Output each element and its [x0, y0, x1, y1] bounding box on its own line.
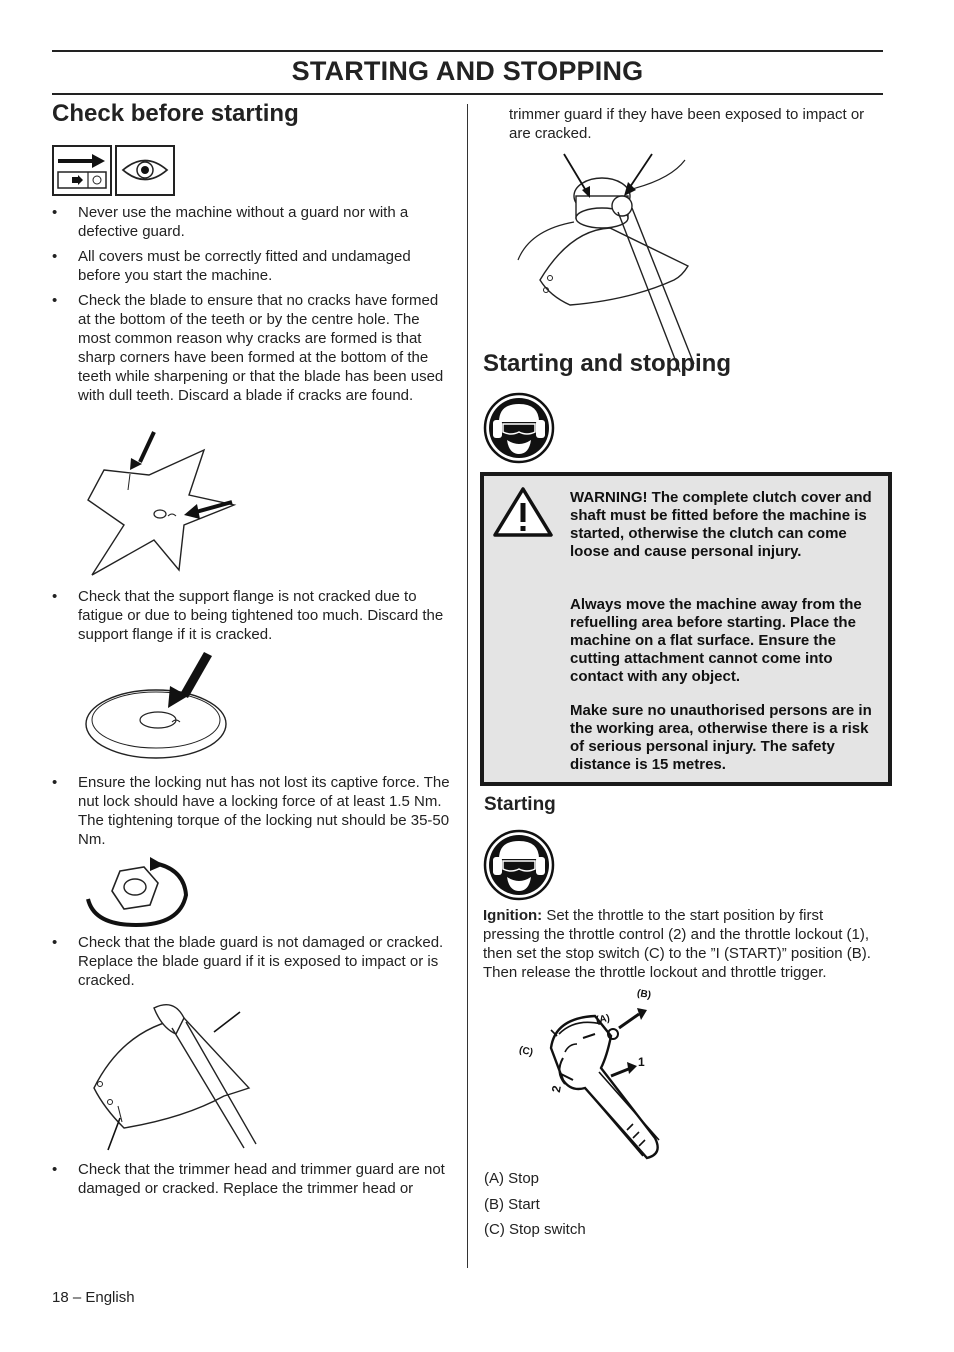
ignition-label: Ignition:	[483, 907, 543, 924]
header-rule-top	[52, 50, 883, 52]
diagram-label-b: (B)	[636, 987, 652, 1002]
diagram-label-c: (C)	[518, 1044, 534, 1059]
bullet-item: • Check that the trimmer head and trimmer guard are not damaged or cracked. Replace the trimmer head or	[52, 1161, 445, 1197]
bullet-item: • Check that the blade guard is not damaged or cracked. Replace the blade guard if it is exposed to impact or is cracked.	[52, 934, 444, 989]
blade-crack-illustration	[84, 430, 244, 580]
warning-triangle-icon	[492, 486, 554, 538]
protective-equipment-icon	[483, 829, 555, 901]
subheading-starting: Starting	[484, 794, 556, 815]
legend-stop-switch: (C) Stop switch	[484, 1221, 586, 1238]
diagram-label-2: 2	[548, 1084, 564, 1094]
header-rule-bottom	[52, 93, 883, 95]
manual-arrow-icon	[52, 145, 112, 196]
section-heading-starting-stopping: Starting and stopping	[483, 350, 731, 377]
bullet-item: • Ensure the locking nut has not lost its captive force. The nut lock should have a locking force of at least 1.5 Nm. The tightening torque of the locking nut should be 35-50 Nm.	[52, 774, 450, 848]
blade-guard-illustration	[84, 998, 264, 1153]
legend-stop: (A) Stop	[484, 1170, 540, 1187]
bullet-item: • Check that the support flange is not cracked due to fatigue or due to being tightened too much. Discard the support flange if it is cracked.	[52, 588, 444, 643]
page-footer: 18 – English	[52, 1289, 135, 1306]
ignition-text: Set the throttle to the start position by first pressing the throttle control (2) and the throttle lockout (1), then set the stop switch (C) to the ”I (START)” position (B). Then release the throttle lockout and throttle trigger.	[483, 907, 871, 981]
locking-nut-illustration	[84, 855, 194, 930]
trimmer-head-illustration	[510, 150, 700, 375]
ignition-paragraph	[483, 906, 883, 982]
column-divider	[467, 104, 468, 1268]
bullet-item: • Check the blade to ensure that no cracks have formed at the bottom of the teeth or by the centre hole. The most common reason why cracks are formed is that sharp corners have been formed at the bottom of the teeth while sharpening or that the blade has been used with dull teeth. Discard a blade if cracks are found.	[52, 292, 444, 404]
legend-start: (B) Start	[484, 1196, 540, 1213]
protective-equipment-icon	[483, 392, 555, 464]
warning-text-3: Make sure no unauthorised persons are in the working area, otherwise there is a risk of serious personal injury. The safety distance is 15 metres.	[570, 702, 872, 773]
diagram-label-1: 1	[638, 1055, 645, 1069]
page-title: STARTING AND STOPPING	[291, 56, 644, 86]
bullet-item: • Never use the machine without a guard nor with a defective guard.	[52, 204, 409, 240]
support-flange-illustration	[84, 650, 244, 770]
warning-text-1: WARNING! The complete clutch cover and shaft must be fitted before the machine is started, otherwise the clutch can come loose and cause personal injury.	[570, 489, 872, 560]
bullet-item: • All covers must be correctly fitted and undamaged before you start the machine.	[52, 248, 411, 284]
eye-icon	[115, 145, 175, 196]
warning-text-2: Always move the machine away from the refuelling area before starting. Place the machine on a flat surface. Ensure the cutting attachment cannot come into contact with any object.	[570, 596, 862, 685]
section-heading-check: Check before starting	[52, 100, 299, 127]
diagram-label-a: (A)	[595, 1012, 611, 1027]
continued-text: trimmer guard if they have been exposed to impact or are cracked.	[509, 106, 865, 142]
warning-box	[480, 472, 892, 786]
